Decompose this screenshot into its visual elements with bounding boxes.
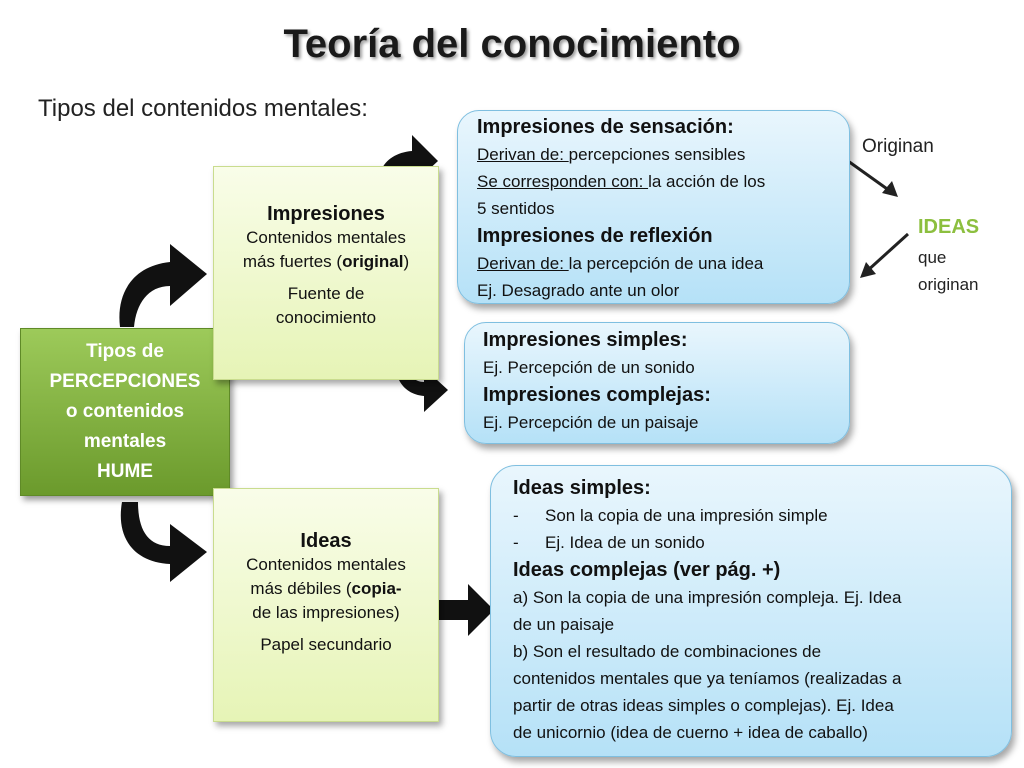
sensacion-text: la acción de los xyxy=(648,172,766,191)
root-line: PERCEPCIONES xyxy=(49,371,201,392)
ideas-detail-box xyxy=(490,465,1012,757)
list-item-text: Ej. Idea de un sonido xyxy=(545,533,705,552)
root-line: Tipos de xyxy=(86,341,164,362)
list-dash: - xyxy=(513,506,519,525)
curved-arrow-down-icon xyxy=(112,500,212,605)
root-line: mentales xyxy=(83,431,167,452)
ideas-complejas-heading: Ideas complejas (ver pág. +) xyxy=(513,559,781,581)
ideas-complejas-line: de unicornio (idea de cuerno + idea de caballo) xyxy=(513,723,868,742)
sensacion-line: 5 sentidos xyxy=(477,199,555,218)
impresiones-heading: Impresiones xyxy=(267,203,385,225)
reflexion-label: Derivan de: xyxy=(477,254,569,273)
ideas-simples-heading: Ideas simples: xyxy=(513,477,651,499)
impresiones-desc: Contenidos mentales xyxy=(246,228,406,247)
impresiones-note: Fuente de xyxy=(287,284,365,303)
sensacion-text: percepciones sensibles xyxy=(568,145,746,164)
ideas-note: Papel secundario xyxy=(260,635,392,654)
list-dash: - xyxy=(513,533,519,552)
root-line: HUME xyxy=(97,461,153,482)
root-box-tipos-percepciones xyxy=(20,328,230,496)
ideas-desc: de las impresiones) xyxy=(252,603,400,622)
subtitle: Tipos del contenidos mentales: xyxy=(38,95,368,122)
impresiones-box xyxy=(213,166,439,380)
ideas-complejas-line: de un paisaje xyxy=(513,615,615,634)
list-item xyxy=(513,502,1011,529)
root-line: o contenidos xyxy=(65,401,185,422)
complejas-example: Ej. Percepción de un paisaje xyxy=(483,413,699,432)
ideas-complejas-line: b) Son el resultado de combinaciones de xyxy=(513,642,822,661)
reflexion-line xyxy=(477,250,849,277)
ideas-label: IDEAS xyxy=(918,216,980,238)
sensacion-label: Se corresponden con: xyxy=(477,172,649,191)
ideas-desc-text: más débiles ( xyxy=(250,579,352,598)
simples-heading: Impresiones simples: xyxy=(483,329,688,351)
impresiones-note: conocimiento xyxy=(275,308,377,327)
impresiones-desc-bold: original xyxy=(342,252,404,271)
sensacion-reflexion-box xyxy=(457,110,850,304)
page-title: Teoría del conocimiento xyxy=(283,22,741,66)
reflexion-text: la percepción de una idea xyxy=(568,254,764,273)
sensacion-line xyxy=(477,168,849,195)
simples-example: Ej. Percepción de un sonido xyxy=(483,358,695,377)
ideas-desc: Contenidos mentales xyxy=(246,555,406,574)
ideas-box xyxy=(213,488,439,722)
curved-arrow-up-icon xyxy=(112,222,212,332)
impresiones-desc-line xyxy=(214,250,438,274)
originan-label-2: originan xyxy=(918,275,979,294)
impresiones-desc-text: más fuertes ( xyxy=(242,252,343,271)
sensacion-line xyxy=(477,141,849,168)
ideas-complejas-line: a) Son la copia de una impresión compleja. Ej. Idea xyxy=(513,588,902,607)
complejas-heading: Impresiones complejas: xyxy=(483,384,711,406)
list-item xyxy=(513,529,1011,556)
impresiones-desc-close: ) xyxy=(403,252,410,271)
ideas-heading: Ideas xyxy=(300,530,352,552)
sensacion-heading: Impresiones de sensación: xyxy=(477,116,734,138)
sensacion-label: Derivan de: xyxy=(477,145,569,164)
reflexion-heading: Impresiones de reflexión xyxy=(477,225,713,247)
impresiones-simples-box xyxy=(464,322,850,444)
ideas-desc-line xyxy=(214,577,438,601)
ideas-desc-bold: copia- xyxy=(351,579,402,598)
originan-label: Originan xyxy=(862,136,934,157)
reflexion-line: Ej. Desagrado ante un olor xyxy=(477,281,680,300)
que-label: que xyxy=(918,248,947,267)
ideas-complejas-line: partir de otras ideas simples o complejas). Ej. Idea xyxy=(513,696,894,715)
list-item-text: Son la copia de una impresión simple xyxy=(545,506,828,525)
ideas-complejas-line: contenidos mentales que ya teníamos (realizadas a xyxy=(513,669,902,688)
